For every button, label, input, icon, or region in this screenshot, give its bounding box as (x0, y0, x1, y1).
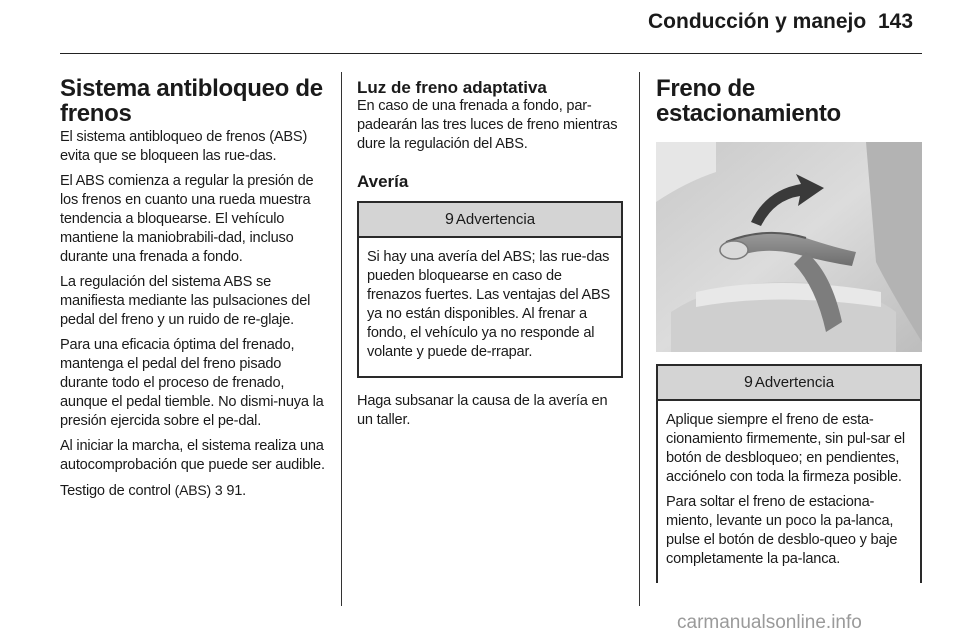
abs-heading: Sistema antibloqueo de frenos (60, 75, 323, 127)
abs-paragraph: El ABS comienza a regular la presión de los frenos en cuanto una rueda muestra tendencia a bloquearse. El vehículo mantiene la maniobrabili-dad, incluso durante una frenada a fondo. (60, 173, 314, 265)
section-title: Conducción y manejo (648, 10, 867, 33)
warning-header (359, 203, 621, 238)
warning-text: Si hay una avería del ABS; las rue-das pueden bloquearse en caso de frenazos fuertes. Las ventajas del ABS ya no están disponibles. Al frenar a fondo, el vehículo ya no responde al volante y puede de-rrapar. (367, 249, 611, 360)
control-light-label: Testigo de control (60, 483, 171, 499)
page-number: 143 (878, 10, 914, 33)
abs-warning-light-icon: (ABS) (174, 482, 211, 498)
abs-paragraph: La regulación del sistema ABS se manifiesta mediante las pulsaciones del pedal del freno y un ruido de re-glaje. (60, 274, 311, 328)
adaptive-brake-light-text: En caso de una frenada a fondo, par-padearán las tres luces de freno mientras dure la regulación del ABS. (357, 98, 618, 152)
page-reference-icon: 3 (214, 482, 223, 498)
warning-body (359, 238, 621, 376)
parking-brake-heading: Freno de estacionamiento (656, 75, 841, 127)
adaptive-brake-light-heading: Luz de freno adaptativa (357, 78, 547, 97)
abs-paragraph: Al iniciar la marcha, el sistema realiza una autocomprobación que puede ser audible. (60, 438, 325, 473)
warning-text: Para soltar el freno de estaciona-miento, levante un poco la pa-lanca, pulse el botón de desblo-queo y baje completamente la pa-lanca. (666, 494, 898, 567)
warning-title: Advertencia (455, 211, 536, 228)
column-abs (60, 70, 326, 507)
column-divider-1 (341, 72, 342, 606)
column-brake-light (357, 70, 623, 436)
warning-header (658, 366, 920, 401)
column-parking-brake (656, 70, 922, 597)
warning-body (658, 401, 920, 583)
fault-repair-text: Haga subsanar la causa de la avería en un taller. (357, 393, 608, 428)
warning-box-abs-fault (357, 201, 623, 378)
abs-paragraph: Para una eficacia óptima del frenado, mantenga el pedal del freno pisado durante todo el proceso de frenado, aunque el pedal tiemble. No dismi-nuya la presión ejercida sobre el pe-dal. (60, 337, 324, 429)
header-divider (60, 53, 922, 54)
parking-brake-lever-illustration (656, 142, 922, 352)
column-divider-2 (639, 72, 640, 606)
warning-text: Aplique siempre el freno de esta-cionamiento firmemente, sin pul-sar el botón de desbloqueo; en pendientes, acciónelo con toda la firmeza posible. (666, 412, 905, 485)
fault-heading: Avería (357, 172, 409, 191)
warning-triangle-icon: 9 (444, 211, 454, 228)
site-watermark: carmanualsonline.info (677, 612, 862, 633)
abs-paragraph: El sistema antibloqueo de frenos (ABS) evita que se bloqueen las rue-das. (60, 129, 308, 164)
warning-box-parking-brake (656, 364, 922, 583)
control-light-reference (60, 481, 326, 501)
control-light-page: 91. (226, 483, 246, 499)
warning-triangle-icon: 9 (743, 374, 753, 391)
warning-title: Advertencia (754, 374, 835, 391)
